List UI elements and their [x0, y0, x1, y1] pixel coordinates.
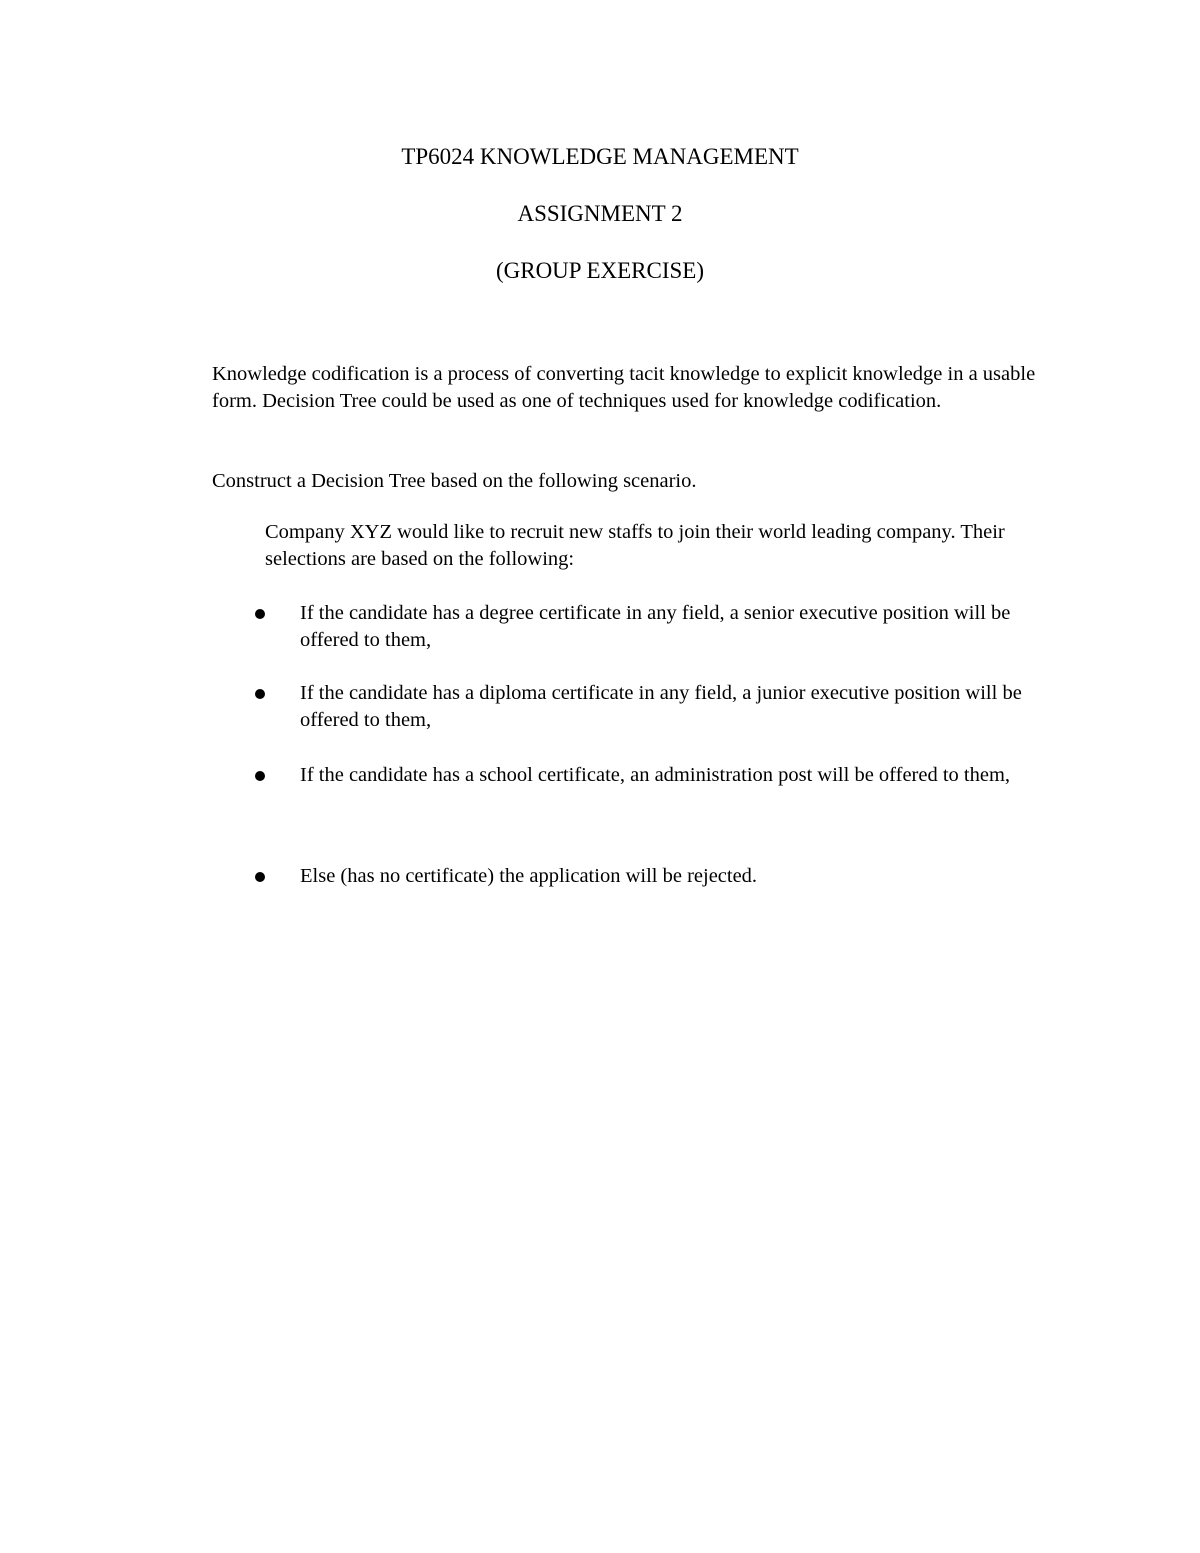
document-title: TP6024 KNOWLEDGE MANAGEMENT: [401, 144, 799, 169]
assignment-number: ASSIGNMENT 2: [517, 201, 683, 226]
criteria-text: If the candidate has a school certificate, an administration post will be offered to them,: [300, 764, 1011, 786]
exercise-type: (GROUP EXERCISE): [495, 258, 705, 283]
bullet-icon: [255, 872, 265, 882]
scenario-paragraph: Company XYZ would like to recruit new staffs to join their world leading company. Their selections are based on the following:: [265, 521, 1005, 570]
criteria-text: Else (has no certificate) the application will be rejected.: [300, 865, 758, 887]
criteria-text: If the candidate has a diploma certificate in any field, a junior executive position will be offered to them,: [300, 682, 1022, 731]
criteria-text: If the candidate has a degree certificate in any field, a senior executive position will be offered to them,: [300, 602, 1011, 651]
instruction-paragraph: Construct a Decision Tree based on the following scenario.: [212, 470, 697, 492]
bullet-icon: [255, 771, 265, 781]
intro-paragraph: Knowledge codification is a process of converting tacit knowledge to explicit knowledge in a usable form. Decision Tree could be used as one of techniques used for knowledge codification.: [212, 363, 1036, 412]
bullet-icon: [255, 689, 265, 699]
bullet-icon: [255, 609, 265, 619]
